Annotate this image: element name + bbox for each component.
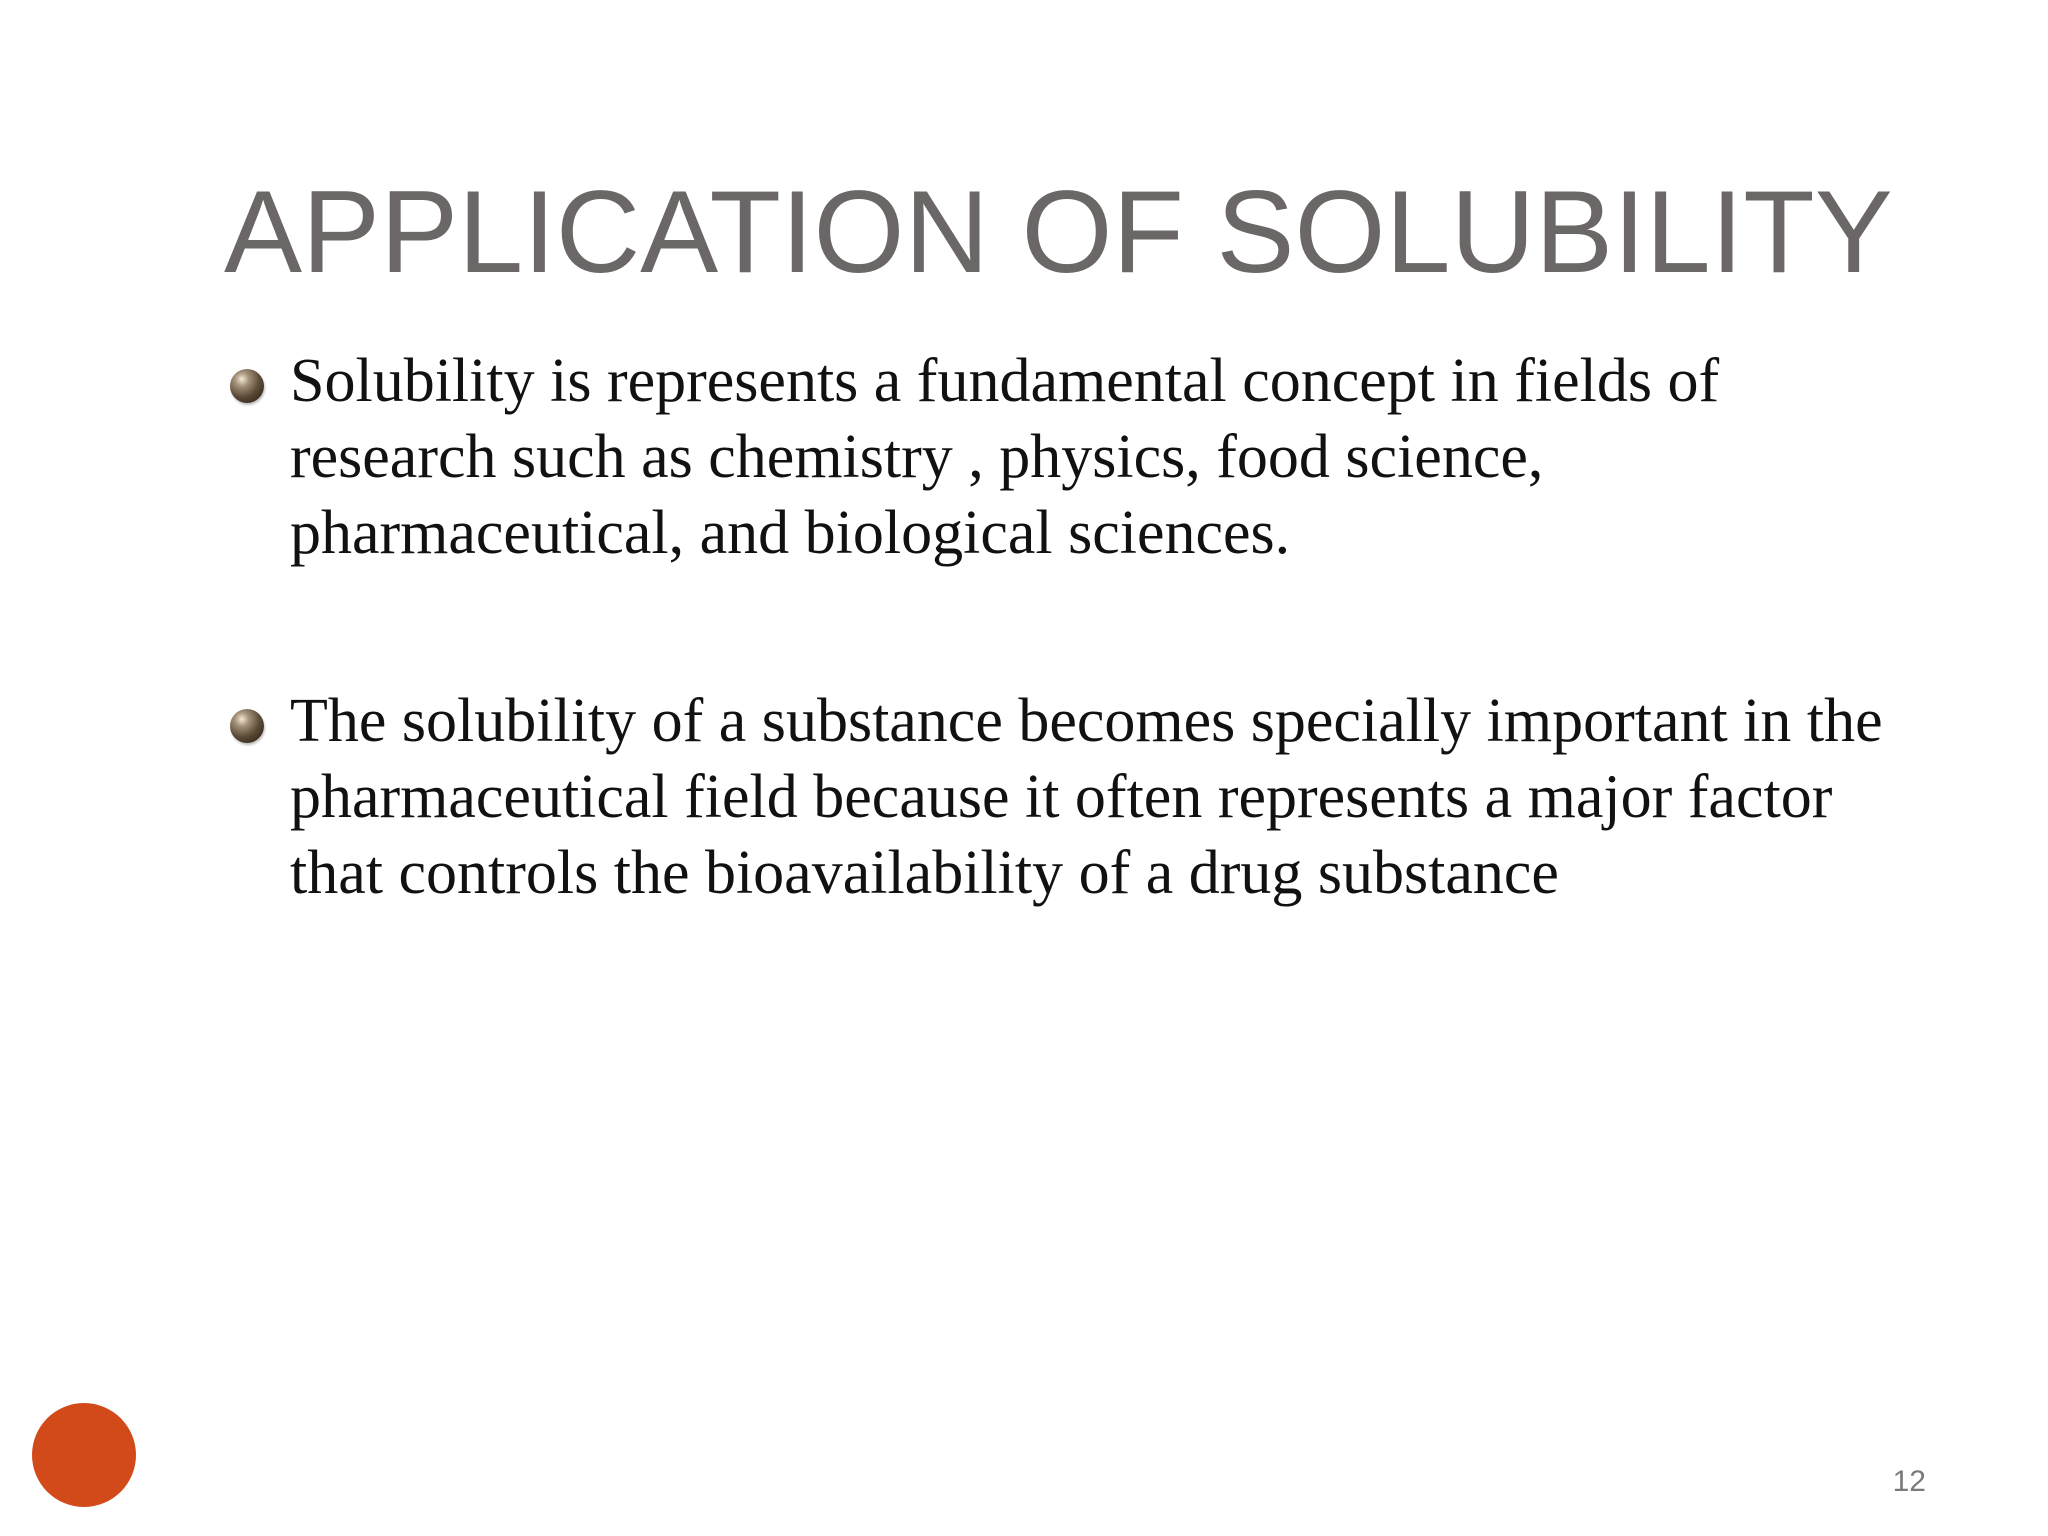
sphere-bullet-icon xyxy=(230,369,264,403)
slide-title: APPLICATION OF SOLUBILITY xyxy=(224,166,1893,297)
sphere-bullet-icon xyxy=(230,709,264,743)
orange-circle-icon xyxy=(32,1403,136,1507)
bullet-text: The solubility of a substance becomes specially important in the pharmaceutical field because it often represents a major factor that controls the bioavailability of a drug substance xyxy=(290,687,1883,907)
page-number: 12 xyxy=(1892,1465,1926,1498)
bullet-text: Solubility is represents a fundamental concept in fields of research such as chemistry , physics, food science, pharmaceutical, and biological sciences. xyxy=(290,347,1720,567)
